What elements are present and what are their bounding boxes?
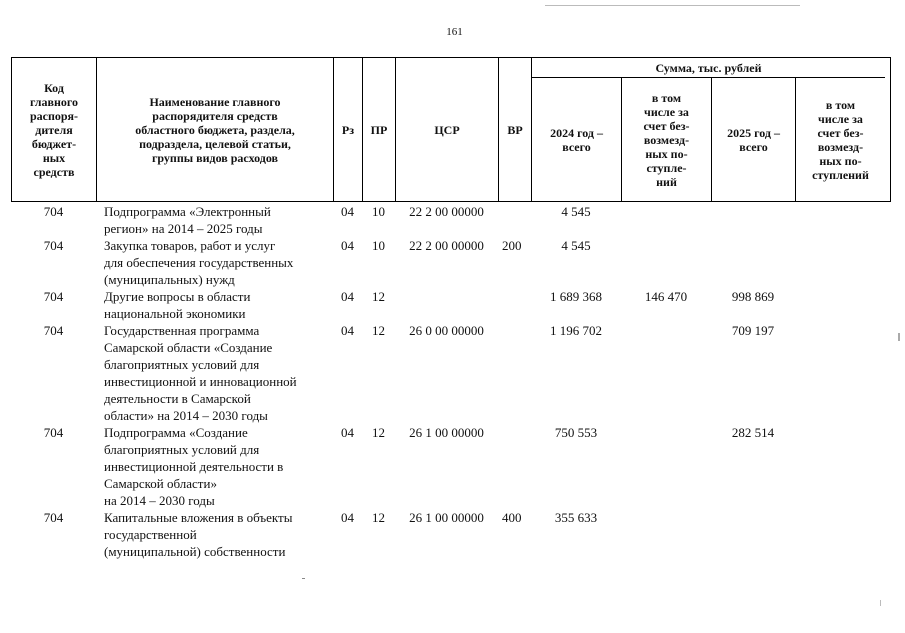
row-name-line: благоприятных условий для — [104, 442, 260, 457]
header-2024-total — [532, 78, 622, 201]
row-2025-total: 998 869 — [731, 289, 775, 304]
header-2024-free-line: ступле- — [646, 160, 687, 175]
header-2025-free-line: ступлений — [812, 167, 869, 182]
row-code: 704 — [43, 289, 64, 304]
header-code-line: бюджет- — [31, 136, 77, 151]
row-2024-free — [621, 322, 711, 424]
header-code-line: Код — [44, 80, 64, 95]
row-name-line: деятельности в Самарской — [104, 391, 251, 406]
scan-top-rule — [545, 5, 800, 6]
row-code: 704 — [43, 425, 64, 440]
row-csr: 26 0 00 00000 — [409, 323, 484, 338]
row-2025-total: 282 514 — [731, 425, 775, 440]
row-pr: 12 — [372, 323, 385, 338]
header-code-line: дителя — [35, 122, 73, 137]
row-rz: 04 — [341, 289, 354, 304]
header-code-line: ных — [42, 150, 66, 165]
header-code-line: средств — [33, 164, 75, 179]
row-name-line: Самарской области «Создание — [104, 340, 273, 355]
table-row — [11, 509, 891, 560]
row-2025-free — [795, 322, 884, 424]
header-2024-line: всего — [562, 139, 591, 154]
row-pr: 10 — [372, 204, 385, 219]
row-vr: 200 — [502, 238, 522, 253]
row-name-line: области» на 2014 – 2030 годы — [104, 408, 268, 423]
header-name-line: распорядителя средств — [152, 108, 278, 123]
row-2025-free — [795, 203, 884, 237]
header-2025-total — [712, 78, 796, 201]
header-2025-line: всего — [739, 139, 768, 154]
header-name-line: Наименование главного — [149, 94, 281, 109]
header-code-line: распоря- — [29, 108, 79, 123]
table-row — [11, 288, 891, 322]
row-name — [96, 509, 333, 560]
row-name — [96, 237, 333, 288]
header-2024-free-line: в том — [651, 90, 682, 105]
row-code: 704 — [43, 204, 64, 219]
header-code-text — [30, 81, 78, 179]
table-body — [11, 203, 891, 560]
row-name — [96, 288, 333, 322]
row-2024-free: 146 470 — [644, 289, 688, 304]
row-name-line: на 2014 – 2030 годы — [104, 493, 215, 508]
row-name — [96, 203, 333, 237]
scan-edge-mark — [898, 333, 900, 341]
header-2024-free-line: числе за — [644, 104, 689, 119]
header-2025-free-line: счет без- — [817, 125, 864, 140]
row-vr — [498, 288, 531, 322]
row-name-line: Другие вопросы в области — [104, 289, 251, 304]
header-2024-free — [622, 78, 712, 201]
row-2025-free — [795, 288, 884, 322]
table-row — [11, 237, 891, 288]
row-rz: 04 — [341, 238, 354, 253]
header-2024-free-text — [643, 91, 689, 189]
row-2024-total: 1 196 702 — [550, 323, 602, 338]
row-name-line: национальной экономики — [104, 306, 246, 321]
row-name-line: Самарской области» — [104, 476, 217, 491]
row-2024-total: 355 633 — [554, 510, 598, 525]
header-2025-line: 2025 год – — [727, 125, 780, 140]
row-name-line: инвестиционной и инновационной — [104, 374, 297, 389]
row-code: 704 — [43, 323, 64, 338]
row-name — [96, 322, 333, 424]
table-row — [11, 424, 891, 509]
row-code: 704 — [43, 510, 64, 525]
row-2024-total: 4 545 — [561, 238, 591, 253]
row-2024-free — [621, 509, 711, 560]
scan-speck — [302, 578, 305, 579]
row-rz: 04 — [341, 323, 354, 338]
header-vr: ВР — [499, 58, 532, 201]
header-name-line: подраздела, целевой статьи, — [139, 136, 291, 151]
row-name-line: Подпрограмма «Создание — [104, 425, 248, 440]
header-2025-total-text — [727, 126, 780, 154]
row-2025-total — [711, 509, 795, 560]
header-rz: Рз — [334, 58, 363, 201]
header-name-text — [135, 95, 295, 165]
header-pr: ПР — [363, 58, 396, 201]
header-name-line: группы видов расходов — [151, 150, 279, 165]
header-2025-free-line: числе за — [818, 111, 863, 126]
row-name-line: Капитальные вложения в объекты — [104, 510, 293, 525]
row-csr — [395, 288, 498, 322]
row-pr: 12 — [372, 289, 385, 304]
row-2024-total: 4 545 — [561, 204, 591, 219]
header-2024-total-text — [550, 126, 603, 154]
row-2024-free — [621, 424, 711, 509]
row-name-line: государственной — [104, 527, 197, 542]
row-2025-total: 709 197 — [731, 323, 775, 338]
header-2024-free-line: ных по- — [645, 146, 688, 161]
row-name-line: (муниципальной) собственности — [104, 544, 286, 559]
row-name-line: Закупка товаров, работ и услуг — [104, 238, 276, 253]
row-2025-free — [795, 509, 884, 560]
header-code — [12, 58, 97, 201]
row-csr: 26 1 00 00000 — [409, 425, 484, 440]
row-2025-free — [795, 237, 884, 288]
row-name-line: для обеспечения государственных — [104, 255, 294, 270]
header-2025-free — [796, 78, 885, 201]
row-csr: 22 2 00 00000 — [409, 204, 484, 219]
row-rz: 04 — [341, 425, 354, 440]
row-name-line: Подпрограмма «Электронный — [104, 204, 271, 219]
row-2024-free — [621, 237, 711, 288]
header-csr: ЦСР — [396, 58, 499, 201]
header-2024-free-line: ний — [656, 174, 677, 189]
row-name-line: Государственная программа — [104, 323, 260, 338]
row-vr: 400 — [502, 510, 522, 525]
row-rz: 04 — [341, 204, 354, 219]
row-rz: 04 — [341, 510, 354, 525]
header-2025-free-text — [812, 98, 869, 182]
row-2025-total — [711, 237, 795, 288]
header-2025-free-line: возмезд- — [817, 139, 864, 154]
row-vr — [498, 322, 531, 424]
row-name-line: инвестиционной деятельности в — [104, 459, 284, 474]
row-2024-total: 1 689 368 — [550, 289, 602, 304]
row-name-line: благоприятных условий для — [104, 357, 260, 372]
header-code-line: главного — [29, 94, 79, 109]
scan-edge-mark — [880, 600, 881, 606]
header-2024-free-line: счет без- — [643, 118, 690, 133]
table-row — [11, 322, 891, 424]
row-name-line: регион» на 2014 – 2025 годы — [104, 221, 263, 236]
table-header — [11, 57, 891, 202]
page-number: 161 — [446, 26, 463, 38]
header-2025-free-line: в том — [825, 97, 856, 112]
row-code: 704 — [43, 238, 64, 253]
row-csr: 22 2 00 00000 — [409, 238, 484, 253]
row-name — [96, 424, 333, 509]
header-sum: Сумма, тыс. рублей — [532, 58, 885, 78]
header-2024-line: 2024 год – — [550, 125, 603, 140]
row-2024-total: 750 553 — [554, 425, 598, 440]
row-name-line: (муниципальных) нужд — [104, 272, 235, 287]
header-2025-free-line: ных по- — [819, 153, 862, 168]
header-name-line: областного бюджета, раздела, — [135, 122, 295, 137]
table-row — [11, 203, 891, 237]
header-name — [97, 58, 334, 201]
row-csr: 26 1 00 00000 — [409, 510, 484, 525]
header-2024-free-line: возмезд- — [643, 132, 690, 147]
row-vr — [498, 203, 531, 237]
row-2025-total — [711, 203, 795, 237]
row-2024-free — [621, 203, 711, 237]
row-2025-free — [795, 424, 884, 509]
row-vr — [498, 424, 531, 509]
row-pr: 10 — [372, 238, 385, 253]
row-pr: 12 — [372, 510, 385, 525]
row-pr: 12 — [372, 425, 385, 440]
